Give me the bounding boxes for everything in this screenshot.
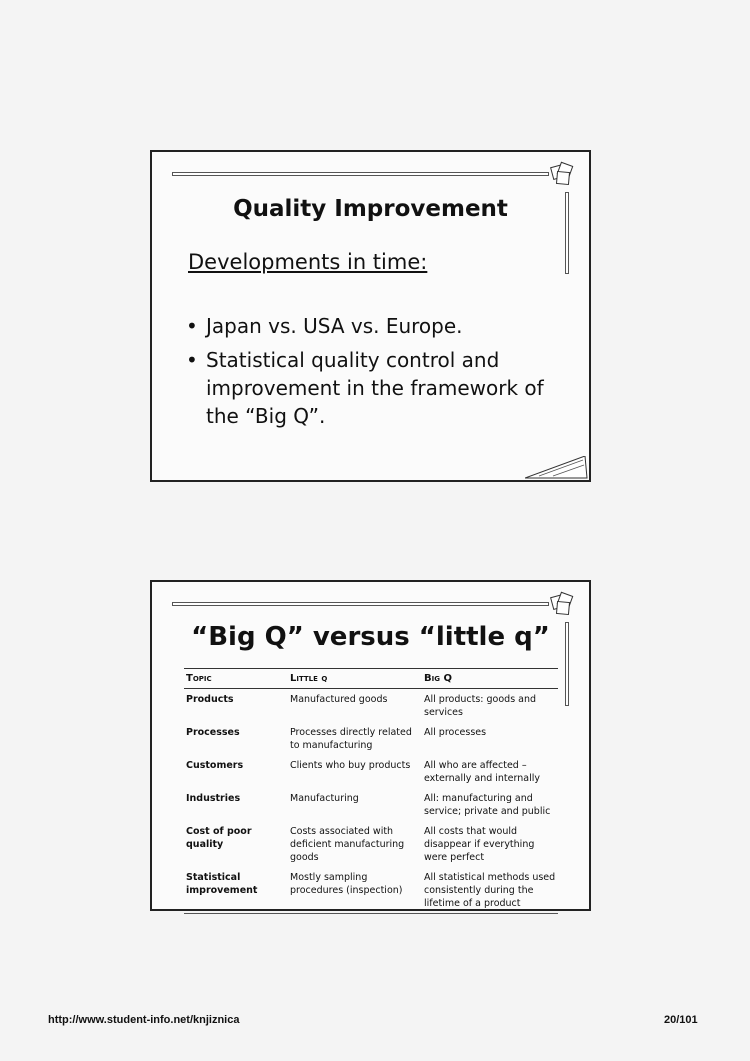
table-cell-big-q: All costs that would disappear if everything were perfect xyxy=(424,826,535,863)
table-cell-big-q: All: manufacturing and service; private and public xyxy=(424,793,551,817)
table-cell-little-q: Mostly sampling procedures (inspection) xyxy=(288,867,422,914)
table-cell-little-q: Manufactured goods xyxy=(290,694,388,705)
stacked-papers-icon xyxy=(549,590,577,618)
table-cell-big-q: All processes xyxy=(424,727,487,738)
table-header-row xyxy=(184,669,558,689)
table-cell-topic: Processes xyxy=(186,727,240,738)
slide-title: Quality Improvement xyxy=(233,196,508,222)
footer-url: http://www.student-info.net/knjiznica xyxy=(48,1014,240,1026)
bullet-text: Japan vs. USA vs. Europe. xyxy=(206,314,463,338)
table-row xyxy=(184,788,558,821)
table-cell-little-q: Manufacturing xyxy=(290,793,359,804)
table-cell-big-q: All who are affected – externally and internally xyxy=(424,760,540,784)
column-header: Big Q xyxy=(422,669,558,689)
slide-quality-improvement xyxy=(150,150,591,482)
table-cell-topic: Customers xyxy=(186,760,244,771)
table-row xyxy=(184,867,558,914)
slide-subheading: Developments in time: xyxy=(188,250,428,274)
table-row xyxy=(184,821,558,867)
slide-title: “Big Q” versus “little q” xyxy=(191,622,550,652)
table-cell-topic: Industries xyxy=(186,793,241,804)
column-header: Little q xyxy=(288,669,422,689)
bullet-icon: • xyxy=(186,314,198,338)
top-rule xyxy=(172,172,549,176)
table-cell-big-q: All products: goods and services xyxy=(424,694,537,718)
table-cell-topic: Products xyxy=(186,694,234,705)
bullet-item xyxy=(184,312,569,340)
bullet-icon: • xyxy=(186,348,198,372)
bullet-item xyxy=(184,346,569,430)
top-rule xyxy=(172,602,549,606)
table-cell-little-q: Costs associated with deficient manufacturing goods xyxy=(290,826,405,863)
table-cell-topic: Cost of poor quality xyxy=(186,826,252,850)
table-cell-big-q: All statistical methods used consistently during the lifetime of a product xyxy=(422,867,558,914)
bullet-text: Statistical quality control and improvement in the framework of the “Big Q”. xyxy=(206,348,544,428)
bullet-list xyxy=(184,312,569,436)
table-row xyxy=(184,755,558,788)
page-number: 20/101 xyxy=(664,1014,698,1026)
slide-big-q-vs-little-q xyxy=(150,580,591,911)
comparison-table xyxy=(184,668,558,914)
table-cell-topic: Statistical improvement xyxy=(184,867,288,914)
column-header: Topic xyxy=(184,669,288,689)
table-cell-little-q: Processes directly related to manufacturing xyxy=(290,727,412,751)
table-row xyxy=(184,722,558,755)
page-curl-icon xyxy=(525,456,589,480)
table-row xyxy=(184,689,558,723)
table-cell-little-q: Clients who buy products xyxy=(290,760,411,771)
stacked-papers-icon xyxy=(549,160,577,188)
